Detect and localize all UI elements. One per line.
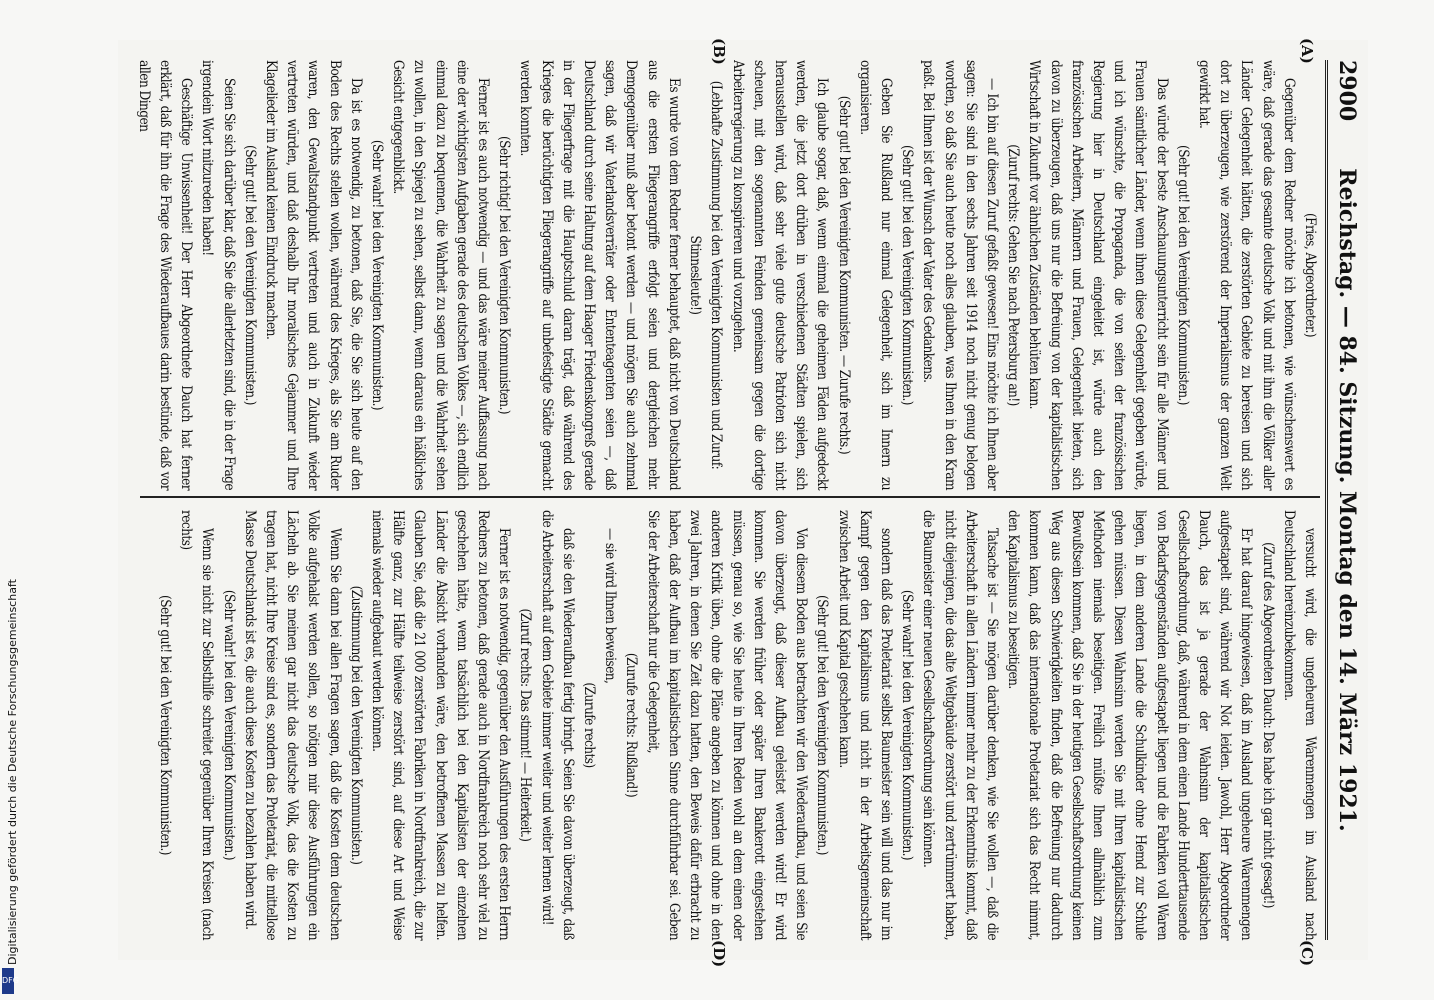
paragraph: Da ist es notwendig, zu betonen, daß Sie, die Sie sich heute auf den Boden des Rechts stellen wollen, während des Krieges, als Sie am Ruder waren, den Gewaltstandpunkt vertreten und auch in Zukunft wieder vertreten würden, und daß deshalb Ihr moralisches Gejammer und Ihre Klagelieder im Ausland keinen Eindruck machen. — [263, 60, 364, 490]
paragraph: (Zuruf des Abgeordneten Dauch: Das habe ich gar nicht gesagt!) — [1259, 542, 1276, 908]
paragraph: (Sehr gut! bei den Vereinigten Kommunisten.) — [899, 145, 916, 405]
credit-text: Digitalisierung gefördert durch die Deutsche Forschungsgemeinschaft — [6, 579, 19, 965]
paragraph: Geschäftige Unwissenheit! Der Herr Abgeordnete Dauch hat ferner erklärt, daß für ihn die Frage des Wiederaufbaues darin bestünde, daß vor allen Dingen — [135, 60, 195, 490]
paragraph: Das würde der beste Anschauungsunterricht sein für alle Männer und Frauen sämtlicher Länder, wenn ihnen diese Gelegenheit gegeben würde, und ich wünschte, die Propaganda, die von seiten der französischen Regierung hier in Deutschland eingeleitet ist, würde auch den französischen Arbeitern, Männern und Frauen, Gelegenheit bieten, sich davon zu überzeugen, daß uns nur die Befreiung von der kapitalistischen Wirtschaft in Zukunft vor ähnlichen Zuständen behüten kann. — [1026, 60, 1170, 490]
paragraph: (Fries, Abgeordneter.) — [1302, 212, 1318, 338]
digitization-credit — [4, 0, 18, 1000]
paragraph: Tatsache ist — Sie mögen darüber denken, wie Sie wollen —, daß die Arbeiterschaft in allen Ländern immer mehr zu der Erkenntnis kommt, daß nicht diejenigen, die das alte Weltgebäude zerstört und zertrümmert haben, die Baumeister einer neuen Gesellschaftsordnung sein können. — [920, 510, 1000, 940]
paragraph: Es wurde von dem Redner ferner behauptet, daß nicht von Deutschland aus die ersten Fliegerangriffe erfolgt seien und dergleichen mehr. Demgegenüber muß aber betont werden — und mögen Sie auch zehnmal sagen, daß wir Vaterlandsverräter oder Ententeagenten seien —, daß Deutschland durch seine Haltung auf dem Haager Friedenskongreß gerade in der Fliegerfrage mit die Hauptschuld daran trägt, daß während des Krieges die berüchtigten Fliegerangriffe auf unbefestigte Städte gemacht werden konnten. — [517, 60, 682, 490]
dfg-logo: DFG — [2, 968, 14, 994]
paragraph: sondern daß das Proletariat selbst Baumeister sein will und das nur im Kampf gegen den Kapitalismus und nicht in der Arbeitsgemeinschaft zwischen Arbeit und Kapital geschehen kann. — [835, 510, 894, 940]
page-number: 2900 — [1334, 60, 1360, 122]
margin-mark-a: (A) — [1298, 38, 1316, 64]
paragraph: (Zuruf rechts: Gehen Sie nach Petersburg an!) — [1005, 144, 1022, 406]
column-divider — [140, 496, 1320, 498]
paragraph: Ferner ist es auch notwendig — und das wäre meiner Auffassung nach eine der wichtigsten Aufgaben gerade des deutschen Volkes —, sich endlich einmal dazu zu bequemen, die Wahrheit zu sagen und die Wahrheit sehen zu wollen, in den Spiegel zu sehen, selbst dann, wenn daraus ein häßliches Gesicht entgegenblickt. — [390, 60, 492, 490]
paragraph: Geben Sie Rußland nur einmal Gelegenheit, sich im Innern zu organisieren. — [856, 60, 894, 490]
paragraph: Gegenüber dem Redner möchte ich betonen, wie wünschenswert es wäre, daß gerade das gesamte deutsche Volk und mit ihm die Völker aller Länder Gelegenheit hätten, die zerstörten Gebiete zu bereisen und sich dort zu überzeugen, wie zerstörend der Imperialismus der ganzen Welt gewirkt hat. — [1195, 60, 1297, 490]
paragraph: versucht wird, die ungeheuren Warenmengen im Ausland nach Deutschland hereinzubekommen. — [1280, 510, 1318, 940]
margin-mark-d: (D) — [710, 940, 728, 968]
paragraph: (Sehr wahr! bei den Vereinigten Kommunisten.) — [220, 589, 237, 861]
paragraph: Von diesem Boden aus betrachten wir den Wiederaufbau, und seien Sie davon überzeugt, daß dieser Aufbau geleistet werden wird! Er wird kommen. Sie werden früher oder später Ihren Bankerott eingestehen müssen, genau so, wie Sie heute in Ihren Reden wohl an dem einen oder anderen Kritik üben, ohne die Pläne angeben zu können und ohne in den zwei Jahren, in denen Sie Zeit dazu hatten, den Beweis dafür erbracht zu haben, daß der Aufbau im kapitalistischen Sinne durchführbar sei. Geben Sie der Arbeiterschaft nur die Gelegenheit, — [644, 510, 810, 940]
right-text-column — [140, 510, 1320, 940]
paragraph: Wenn sie nicht zur Selbsthilfe schreitet gegenüber Ihren Kreisen (nach rechts) — [178, 510, 216, 940]
paragraph: — sie wird Ihnen beweisen, — [602, 528, 619, 684]
paragraph: Ferner ist es notwendig, gegenüber den Ausführungen des ersten Herrn Redners zu betonen, daß gerade auch in Nordfrankreich noch sehr viel zu geschehen hätte, wenn tatsächlich bei den Kapitalisten der einzelnen Länder die Absicht vorhanden wäre, den betroffenen Massen zu helfen. Glauben Sie, daß die 21 000 zerstörten Fabriken in Nordfrankreich, die zur Hälfte ganz, zur Hälfte teilweise zerstört sind, auf diese Art und Weise niemals wieder aufgebaut werden können. — [369, 510, 513, 940]
paragraph: (Lebhafte Zustimmung bei den Vereinigten Kommunisten und Zuruf: Stinnesleute!) — [687, 80, 725, 470]
left-text-column — [135, 60, 1320, 490]
paragraph: (Zurufe rechts) — [581, 682, 598, 768]
margin-mark-b: (B) — [710, 38, 728, 65]
paragraph: Er hat darauf hingewiesen, daß im Ausland ungeheure Warenmengen aufgestapelt sind, während wir Not leiden. Jawohl, Herr Abgeordneter Dauch, das ist ja gerade der Wahnsinn der kapitalistischen Gesellschaftsordnung, daß, während in dem einen Lande Hunderttausende von Bedarfsgegenständen aufgestapelt liegen und die Fabriken voll Waren liegen, in dem anderen Lande die Schulkinder ohne Hemd zur Schule gehen müssen. Diesen Wahnsinn werden Sie mit Ihren kapitalistischen Methoden niemals beseitigen. Freilich müßte Ihnen allmählich zum Bewußtsein kommen, daß Sie in der heutigen Gesellschaftsordnung keinen Weg aus diesen Schwierigkeiten finden, daß die Befreiung nur dadurch kommen kann, daß das internationale Proletariat sich das Recht nimmt, den Kapitalismus zu beseitigen. — [1005, 510, 1255, 940]
paragraph: Wenn Sie dann bei allen Fragen sagen, daß die Kosten dem deutschen Volke aufgehalst werden sollen, so nötigen mir diese Ausführungen ein Lächeln ab. Sie meinen gar nicht das deutsche Volk, das die Kosten zu tragen hat, nicht Ihre Kreise sind es, sondern das Proletariat, die mittellose Masse Deutschlands ist es, die auch diese Kosten zu bezahlen haben wird. — [241, 510, 343, 940]
paragraph: (Sehr gut! bei den Vereinigten Kommunisten. — Zurufe rechts.) — [835, 95, 852, 455]
page-header — [1325, 60, 1368, 940]
paragraph: (Sehr gut! bei den Vereinigten Kommunisten.) — [814, 595, 831, 855]
paragraph: Seien Sie sich darüber klar, daß Sie die allerletzten sind, die in der Frage irgendein Wort mitzureden haben! — [199, 60, 237, 490]
paragraph: Ich glaube sogar, daß, wenn einmal die geheimen Fäden aufgedeckt werden, die jetzt dort drüben in verschiedenen Städten spielen, sich herausstellen wird, daß sehr viele gute deutsche Patrioten sich nicht scheuen, mit den sogenannten Feinden gemeinsam gegen die dortige Arbeiterregierung zu konspirieren und vorzugehen. — [729, 60, 831, 490]
margin-mark-c: (C) — [1298, 940, 1316, 967]
newspaper-page — [118, 38, 1368, 968]
paragraph: daß sie den Wiederaufbau fertig bringt. Seien Sie davon überzeugt, daß die Arbeiterschaft auf dem Gebiete immer weiter und weiter lernen wird! — [538, 510, 576, 940]
running-title: Reichstag. — 84. Sitzung. Montag den 14. März 1921. — [1334, 168, 1360, 832]
paragraph: (Zuruf rechts: Das stimmt! — Heiterkeit.) — [517, 608, 534, 842]
paragraph: (Zurufe rechts: Rußland!) — [623, 652, 640, 798]
paragraph: (Sehr wahr! bei den Vereinigten Kommunisten.) — [899, 589, 916, 861]
paragraph: (Sehr gut! bei den Vereinigten Kommunisten.) — [241, 145, 258, 405]
paragraph: (Sehr gut! bei den Vereinigten Kommunisten.) — [157, 595, 174, 855]
paragraph: — Ich bin auf diesen Zuruf gefaßt gewesen! Eins möchte ich Ihnen aber sagen: Sie sind in den sechs Jahren seit 1914 noch nicht genug belogen worden, so daß Sie auch heute noch alles glauben, was Ihnen in den Kram paßt. Bei Ihnen ist der Wunsch der Vater des Gedankens. — [920, 60, 1000, 490]
paragraph: (Sehr richtig! bei den Vereinigten Kommunisten.) — [496, 135, 513, 415]
paragraph: (Sehr wahr! bei den Vereinigten Kommunisten.) — [369, 139, 386, 411]
paragraph: (Sehr gut! bei den Vereinigten Kommunisten.) — [1174, 145, 1191, 405]
paragraph: (Zustimmung bei den Vereinigten Kommunisten.) — [347, 585, 364, 865]
